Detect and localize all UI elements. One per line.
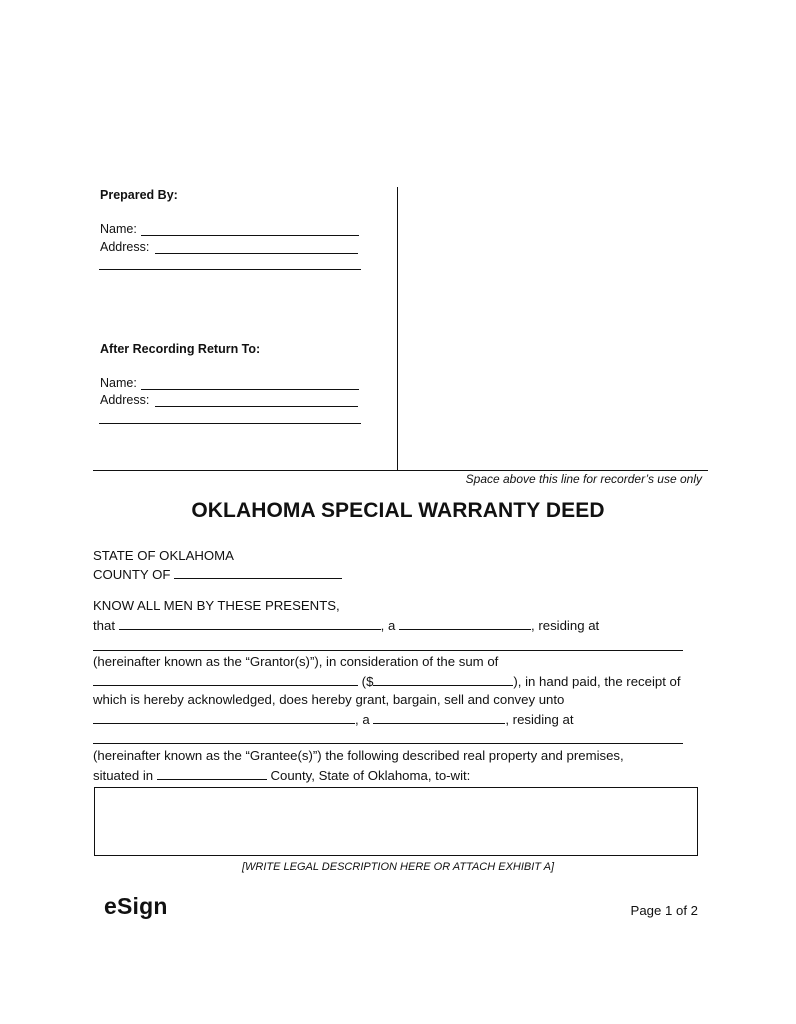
a2-text: , a (355, 712, 370, 727)
grantee-address-field[interactable] (93, 743, 683, 744)
grantor-address-field[interactable] (93, 650, 683, 651)
header-divider (397, 187, 398, 470)
that-text: that (93, 618, 115, 633)
consideration-amount-field[interactable] (373, 673, 513, 686)
return-to-heading: After Recording Return To: (100, 342, 261, 356)
county-line (93, 566, 342, 583)
a-text: , a (380, 618, 396, 633)
esign-logo: eSign (104, 893, 168, 919)
county-situated-field[interactable] (157, 767, 267, 780)
grantee-status-field[interactable] (373, 711, 505, 724)
legal-description-box[interactable] (94, 787, 698, 856)
prepared-by-address-label: Address: (100, 240, 150, 254)
return-to-address-field[interactable] (155, 406, 358, 407)
legal-description-caption: [WRITE LEGAL DESCRIPTION HERE OR ATTACH EXHIBIT A] (241, 861, 555, 873)
hand-paid-text: ), in hand paid, the receipt of (513, 674, 681, 689)
recorder-line (93, 470, 708, 471)
know-all-line: KNOW ALL MEN BY THESE PRESENTS, (93, 598, 340, 613)
acknowledged-line: which is hereby acknowledged, does hereby grant, bargain, sell and convey unto (93, 692, 565, 707)
return-to-address-field-2[interactable] (99, 423, 361, 424)
residing-at2-text: , residing at (505, 712, 574, 727)
county-label: COUNTY OF (93, 567, 171, 582)
county-field[interactable] (174, 566, 342, 579)
consideration-words-field[interactable] (93, 673, 358, 686)
recorder-note: Space above this line for recorder’s use only (465, 472, 702, 486)
grantee-name-field[interactable] (93, 711, 355, 724)
prepared-by-address-field[interactable] (155, 253, 358, 254)
county-state-text: County, State of Oklahoma, to-wit: (270, 768, 471, 783)
prepared-by-name-field[interactable] (141, 235, 359, 236)
situated-in-text: situated in (93, 768, 154, 783)
grantor-line (93, 617, 599, 634)
return-to-name-label: Name: (100, 376, 137, 390)
residing-at-text: , residing at (531, 618, 600, 633)
document-title: OKLAHOMA SPECIAL WARRANTY DEED (191, 499, 605, 522)
grantor-status-field[interactable] (399, 617, 531, 630)
grantor-known-line: (hereinafter known as the “Grantor(s)”), in consideration of the sum of (93, 654, 499, 669)
prepared-by-heading: Prepared By: (100, 188, 178, 202)
page-number: Page 1 of 2 (630, 903, 698, 918)
return-to-name-field[interactable] (141, 389, 359, 390)
grantor-name-field[interactable] (119, 617, 381, 630)
grantee-known-line: (hereinafter known as the “Grantee(s)”) the following described real property and premises, (93, 748, 624, 763)
prepared-by-name-label: Name: (100, 222, 137, 236)
prepared-by-address-field-2[interactable] (99, 269, 361, 270)
consideration-line (93, 673, 681, 690)
grantee-line (93, 711, 574, 728)
return-to-address-label: Address: (100, 393, 150, 407)
situated-line (93, 767, 470, 784)
state-line: STATE OF OKLAHOMA (93, 548, 234, 563)
dollar-open-text: ($ (361, 674, 374, 689)
